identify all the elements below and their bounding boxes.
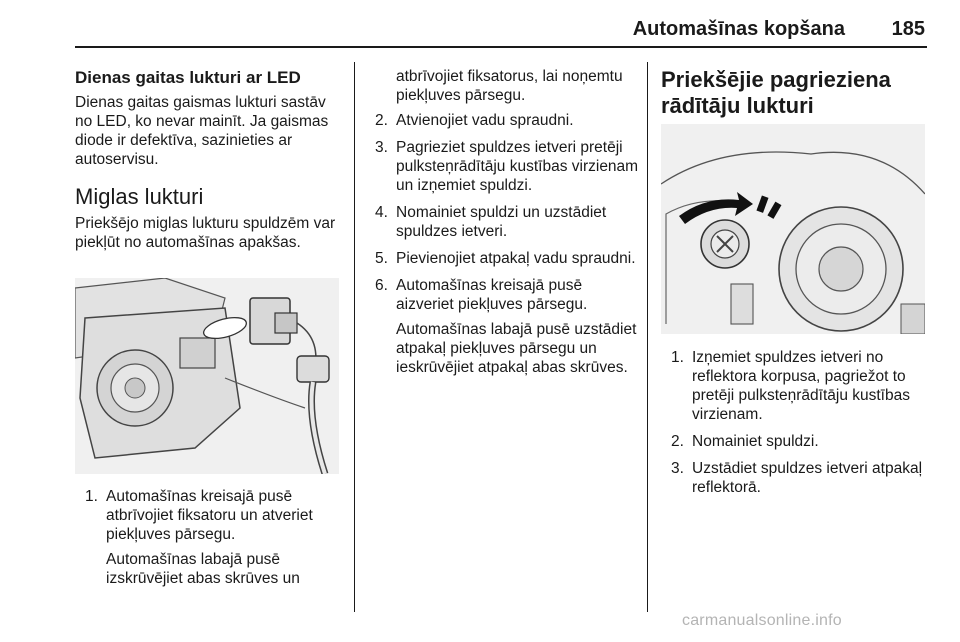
list-item: 5. Pievienojiet atpakaļ vadu spraudni. xyxy=(375,250,636,267)
column-3 xyxy=(661,67,933,119)
list-item: 1. Izņemiet spuldzes ietveri no reflektora korpusa, pagriežot to pretēji pulksteņrādītāju kustības virzienam. xyxy=(671,349,910,423)
watermark: carmanualsonline.info xyxy=(682,612,842,629)
column-divider-1 xyxy=(354,62,355,612)
header-rule xyxy=(75,46,927,48)
list-item: 2. Atvienojiet vadu spraudni. xyxy=(375,112,574,129)
fog-steps-list xyxy=(75,487,347,588)
section-heading-fog: Miglas lukturi xyxy=(75,184,204,209)
section-heading-indicators: Priekšējie pagrieziena rādītāju lukturi xyxy=(661,67,891,118)
list-item: 4. Nomainiet spuldzi un uzstādiet spuldzes ietveri. xyxy=(375,204,607,240)
page-header-title: Automašīnas kopšana xyxy=(632,18,845,40)
column-divider-2 xyxy=(647,62,648,612)
continued-text: atbrīvojiet fiksatorus, lai noņemtu piekļuves pārsegu. xyxy=(396,68,623,104)
list-item: 1. Automašīnas kreisajā pusē atbrīvojiet fiksatoru un atveriet piekļuves pārsegu. Automašīnas labajā pusē izskrūvējiet abas skrūves un xyxy=(85,488,313,587)
section-heading-drl: Dienas gaitas lukturi ar LED xyxy=(75,68,301,87)
list-item: 6. Automašīnas kreisajā pusē aizveriet piekļuves pārsegu. Automašīnas labajā pusē uzstādiet atpakaļ piekļuves pārsegu un ieskrūvējiet atpakaļ abas skrūves. xyxy=(375,277,637,376)
list-item: 3. Uzstādiet spuldzes ietveri atpakaļ reflektorā. xyxy=(671,460,923,496)
list-item: 3. Pagrieziet spuldzes ietveri pretēji pulksteņrādītāju kustības virzienam un izņemiet spuldzi. xyxy=(375,139,639,194)
turn-indicator-illustration xyxy=(661,124,925,334)
indicator-steps-list xyxy=(661,348,933,497)
column-1 xyxy=(75,67,347,252)
fog-steps-list-cont xyxy=(368,111,640,377)
figure-turn-indicator xyxy=(661,124,925,334)
column-3-steps xyxy=(661,348,933,505)
paragraph-fog: Priekšējo miglas lukturu spuldzēm var piekļūt no automašīnas apakšas. xyxy=(75,215,336,251)
list-item: 2. Nomainiet spuldzi. xyxy=(671,433,819,450)
figure-fog-lamp xyxy=(75,278,339,474)
fog-lamp-illustration xyxy=(75,278,339,474)
column-2 xyxy=(368,67,640,385)
column-1-steps xyxy=(75,487,347,596)
paragraph-drl: Dienas gaitas gaismas lukturi sastāv no LED, ko nevar mainīt. Ja gaismas diode ir defektīva, sazinieties ar autoservisu. xyxy=(75,94,329,168)
page-number: 185 xyxy=(891,18,925,40)
